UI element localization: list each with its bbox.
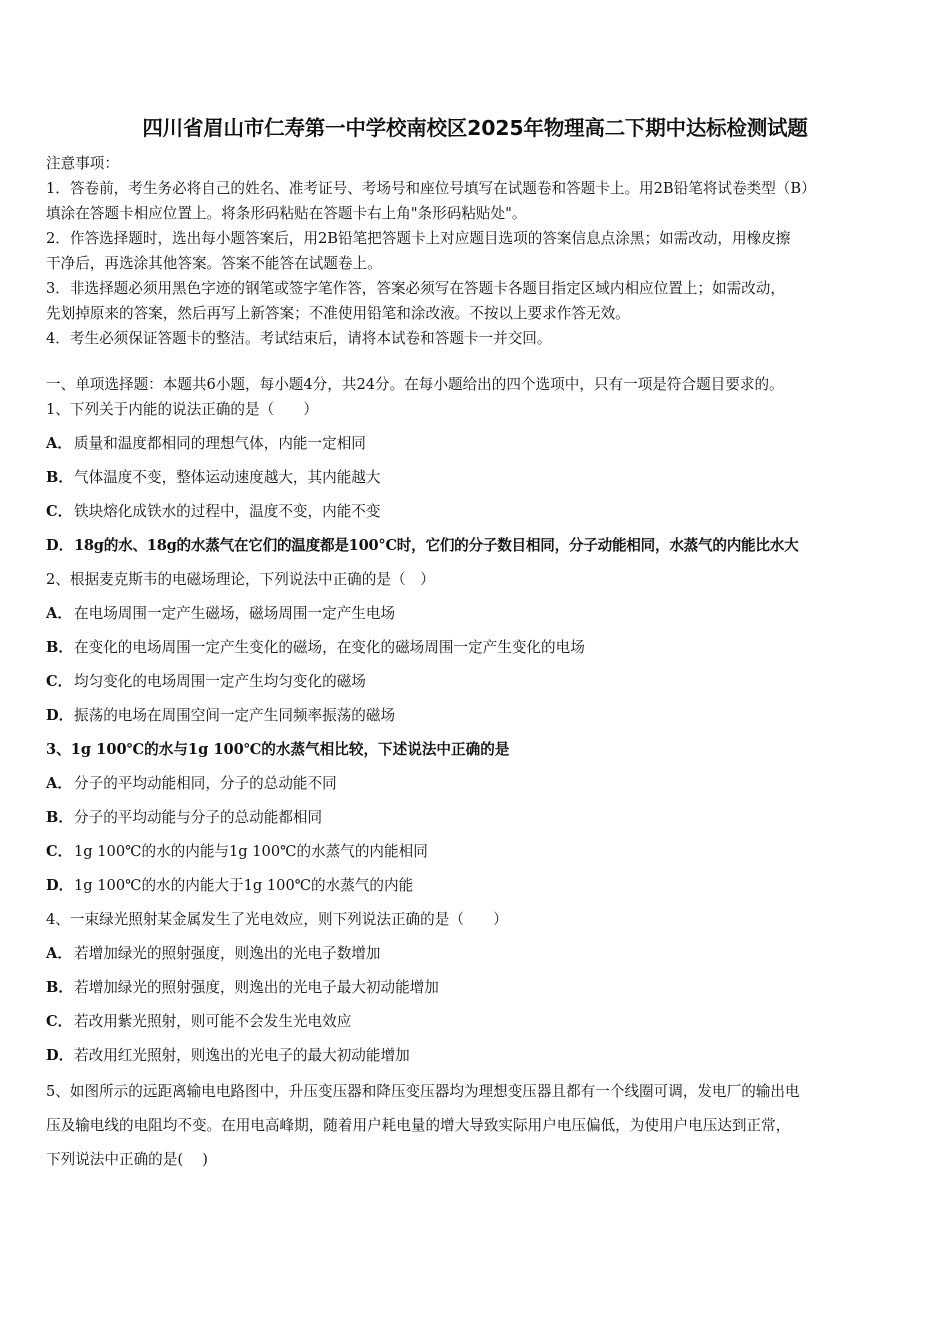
option-a — [46, 942, 380, 966]
option-label: A． — [46, 435, 72, 452]
option-label: B． — [46, 639, 73, 656]
option-text: 在变化的电场周围一定产生变化的磁场，在变化的磁场周围一定产生变化的电场 — [74, 639, 585, 656]
option-label: A． — [46, 775, 72, 792]
option-text: 分子的平均动能与分子的总动能都相同 — [74, 809, 323, 826]
notes-line: 4．考生必须保证答题卡的整洁。考试结束后，请将本试卷和答题卡一并交回。 — [46, 330, 552, 347]
option-text: 若改用红光照射，则逸出的光电子的最大初动能增加 — [74, 1047, 410, 1064]
notes-heading: 注意事项： — [46, 155, 119, 172]
option-a — [46, 432, 366, 456]
option-text: 质量和温度都相同的理想气体，内能一定相同 — [74, 435, 366, 452]
option-label: D． — [46, 877, 74, 894]
question-stem: 1、下列关于内能的说法正确的是（ ） — [46, 401, 318, 418]
option-b — [46, 806, 322, 830]
option-label: C． — [46, 843, 73, 860]
notes-line: 先划掉原来的答案，然后再写上新答案；不准使用铅笔和涂改液。不按以上要求作答无效。 — [46, 305, 630, 322]
question-line: 压及输电线的电阻均不变。在用电高峰期，随着用户耗电量的增大导致实际用户电压偏低，为使用户电压达到正常， — [46, 1117, 791, 1134]
option-label: A． — [46, 605, 72, 622]
option-d — [46, 534, 798, 558]
option-text: 若增加绿光的照射强度，则逸出的光电子数增加 — [74, 945, 381, 962]
question-stem: 2、根据麦克斯韦的电磁场理论，下列说法中正确的是（ ） — [46, 571, 435, 588]
option-b — [46, 976, 439, 1000]
notes-line: 1．答卷前，考生务必将自己的姓名、准考证号、考场号和座位号填写在试题卷和答题卡上。用2B铅笔将试卷类型（B） — [46, 180, 816, 197]
option-text: 若增加绿光的照射强度，则逸出的光电子最大初动能增加 — [74, 979, 439, 996]
option-label: C． — [46, 503, 73, 520]
option-a — [46, 602, 395, 626]
option-b — [46, 466, 380, 490]
option-label: D． — [46, 537, 74, 554]
option-c — [46, 1010, 351, 1034]
option-c — [46, 670, 366, 694]
option-text: 若改用紫光照射，则可能不会发生光电效应 — [74, 1013, 352, 1030]
option-label: B． — [46, 979, 73, 996]
option-text: 1g 100℃的水的内能与1g 100℃的水蒸气的内能相同 — [74, 843, 428, 860]
option-d — [46, 1044, 410, 1068]
option-label: C． — [46, 1013, 73, 1030]
option-text: 18g的水、18g的水蒸气在它们的温度都是100°C时，它们的分子数目相同，分子动能相同，水蒸气的内能比水大 — [74, 537, 799, 554]
section-heading: 一、单项选择题：本题共6小题，每小题4分，共24分。在每小题给出的四个选项中，只有一项是符合题目要求的。 — [46, 376, 784, 393]
question-stem: 4、一束绿光照射某金属发生了光电效应，则下列说法正确的是（ ） — [46, 911, 508, 928]
option-d — [46, 704, 395, 728]
option-label: D． — [46, 707, 74, 724]
notes-line: 3．非选择题必须用黑色字迹的钢笔或签字笔作答，答案必须写在答题卡各题目指定区域内相应位置上；如需改动， — [46, 280, 785, 297]
option-c — [46, 840, 428, 864]
option-text: 振荡的电场在周围空间一定产生同频率振荡的磁场 — [74, 707, 396, 724]
page-title: 四川省眉山市仁寿第一中学校南校区2025年物理高二下期中达标检测试题 — [142, 116, 808, 140]
option-label: B． — [46, 809, 73, 826]
option-text: 1g 100℃的水的内能大于1g 100℃的水蒸气的内能 — [74, 877, 414, 894]
option-text: 气体温度不变，整体运动速度越大，其内能越大 — [74, 469, 381, 486]
option-label: D． — [46, 1047, 74, 1064]
option-b — [46, 636, 585, 660]
notes-line: 2．作答选择题时，选出每小题答案后，用2B铅笔把答题卡上对应题目选项的答案信息点涂黑；如需改动，用橡皮擦 — [46, 230, 791, 247]
notes-line: 填涂在答题卡相应位置上。将条形码粘贴在答题卡右上角"条形码粘贴处"。 — [46, 205, 527, 222]
question-line: 5、如图所示的远距离输电电路图中，升压变压器和降压变压器均为理想变压器且都有一个线圈可调，发电厂的输出电 — [46, 1083, 800, 1100]
option-text: 在电场周围一定产生磁场，磁场周围一定产生电场 — [74, 605, 396, 622]
option-text: 均匀变化的电场周围一定产生均匀变化的磁场 — [74, 673, 366, 690]
notes-block — [46, 151, 906, 351]
option-label: B． — [46, 469, 73, 486]
option-d — [46, 874, 413, 898]
question-5 — [46, 1075, 908, 1177]
question-line: 下列说法中正确的是( ) — [46, 1151, 208, 1168]
notes-line: 干净后，再选涂其他答案。答案不能答在试题卷上。 — [46, 255, 382, 272]
option-label: A． — [46, 945, 72, 962]
option-a — [46, 772, 337, 796]
option-text: 铁块熔化成铁水的过程中，温度不变，内能不变 — [74, 503, 381, 520]
question-stem: 3、1g 100℃的水与1g 100℃的水蒸气相比较，下述说法中正确的是 — [46, 741, 510, 758]
option-text: 分子的平均动能相同，分子的总动能不同 — [74, 775, 337, 792]
option-label: C． — [46, 673, 73, 690]
option-c — [46, 500, 380, 524]
